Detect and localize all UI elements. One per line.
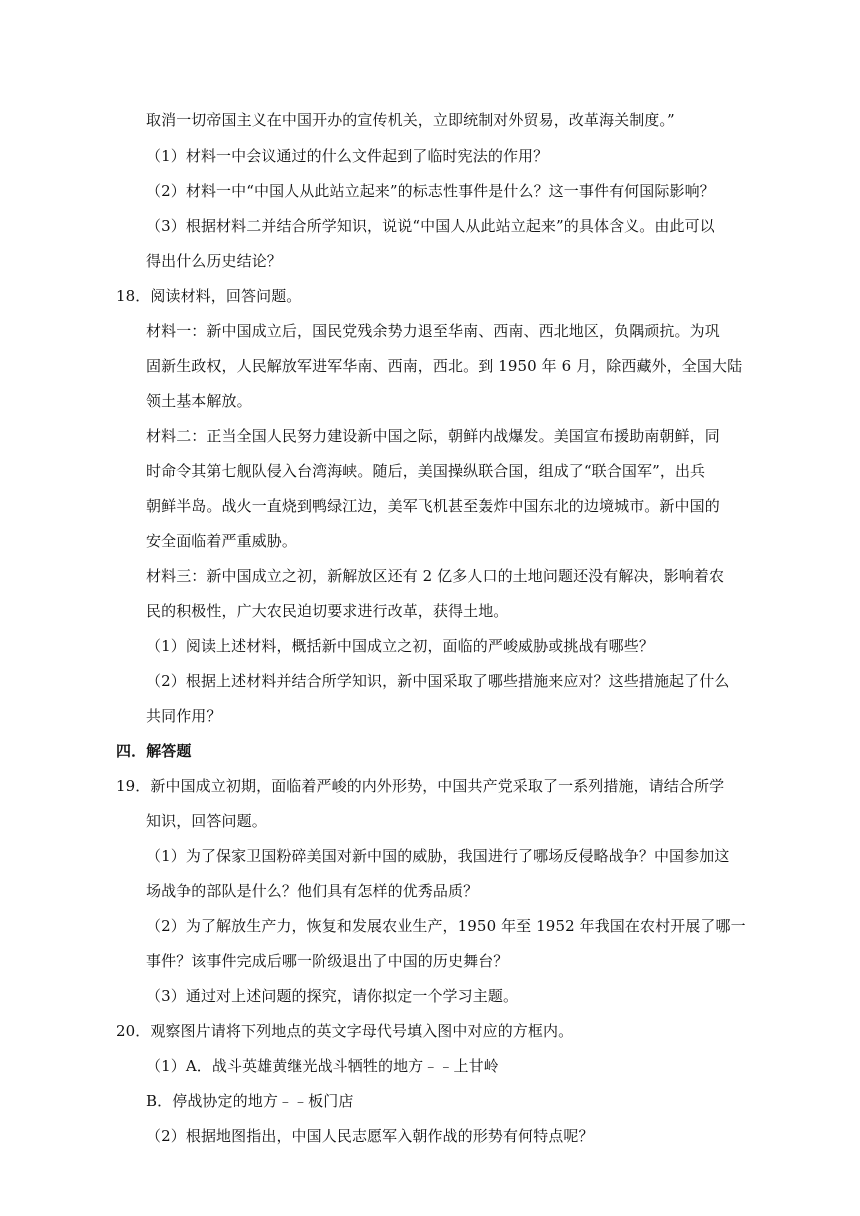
q18-material-3-line2: 民的积极性，广大农民迫切要求进行改革，获得土地。 [146,602,509,620]
q18-material-1-line2: 固新生政权，人民解放军进军华南、西南，西北。到 1950 年 6 月，除西藏外，全国大陆 [146,357,743,375]
q17-subquestion-3-line2: 得出什么历史结论？ [146,252,282,270]
q18-stem: 18．阅读材料，回答问题。 [116,287,302,305]
q20-stem: 20．观察图片请将下列地点的英文字母代号填入图中对应的方框内。 [116,1022,574,1040]
q20-subquestion-1-option-b: B．停战协定的地方﹣﹣板门店 [146,1092,354,1110]
q18-material-2-line4: 安全面临着严重威胁。 [146,532,298,550]
q19-stem-line1: 19．新中国成立初期，面临着严峻的内外形势，中国共产党采取了一系列措施，请结合所学 [116,777,725,795]
q20-subquestion-2: （2）根据地图指出，中国人民志愿军入朝作战的形势有何特点呢？ [146,1127,594,1145]
q17-material-tail: 取消一切帝国主义在中国开办的宣传机关，立即统制对外贸易，改革海关制度。” [146,111,675,129]
q20-subquestion-1-option-a: （1）A．战斗英雄黄继光战斗牺牲的地方﹣﹣上甘岭 [146,1057,499,1075]
q18-subquestion-2-line2: 共同作用？ [146,707,222,725]
q19-subquestion-2-line2: 事件？该事件完成后哪一阶级退出了中国的历史舞台？ [146,952,509,970]
q18-material-2-line3: 朝鲜半岛。战火一直烧到鸭绿江边，美军飞机甚至轰炸中国东北的边境城市。新中国的 [146,497,720,515]
q17-subquestion-3-line1: （3）根据材料二并结合所学知识，说说“中国人从此站立起来”的具体含义。由此可以 [146,217,715,235]
q18-material-1-line3: 领土基本解放。 [146,392,252,410]
q17-subquestion-2: （2）材料一中“中国人从此站立起来”的标志性事件是什么？这一事件有何国际影响？ [146,182,715,200]
q18-material-2-line1: 材料二：正当全国人民努力建设新中国之际，朝鲜内战爆发。美国宣布援助南朝鲜，同 [146,427,720,445]
q18-material-3-line1: 材料三：新中国成立之初，新解放区还有 2 亿多人口的土地问题还没有解决，影响着农 [146,567,725,585]
q19-subquestion-2-line1: （2）为了解放生产力，恢复和发展农业生产，1950 年至 1952 年我国在农村开展了哪一 [146,917,746,935]
q18-material-1-line1: 材料一：新中国成立后，国民党残余势力退至华南、西南、西北地区，负隅顽抗。为巩 [146,322,720,340]
q19-subquestion-1-line1: （1）为了保家卫国粉碎美国对新中国的威胁，我国进行了哪场反侵略战争？中国参加这 [146,847,730,865]
q18-material-2-line2: 时命令其第七舰队侵入台湾海峡。随后，美国操纵联合国，组成了“联合国军”，出兵 [146,462,706,480]
q19-stem-line2: 知识，回答问题。 [146,812,267,830]
q19-subquestion-1-line2: 场战争的部队是什么？他们具有怎样的优秀品质？ [146,882,479,900]
q19-subquestion-3: （3）通过对上述问题的探究，请你拟定一个学习主题。 [146,987,519,1005]
section-heading: 四．解答题 [116,742,192,760]
q18-subquestion-2-line1: （2）根据上述材料并结合所学知识，新中国采取了哪些措施来应对？这些措施起了什么 [146,672,730,690]
q17-subquestion-1: （1）材料一中会议通过的什么文件起到了临时宪法的作用？ [146,147,549,165]
q18-subquestion-1: （1）阅读上述材料，概括新中国成立之初，面临的严峻威胁或挑战有哪些？ [146,637,654,655]
